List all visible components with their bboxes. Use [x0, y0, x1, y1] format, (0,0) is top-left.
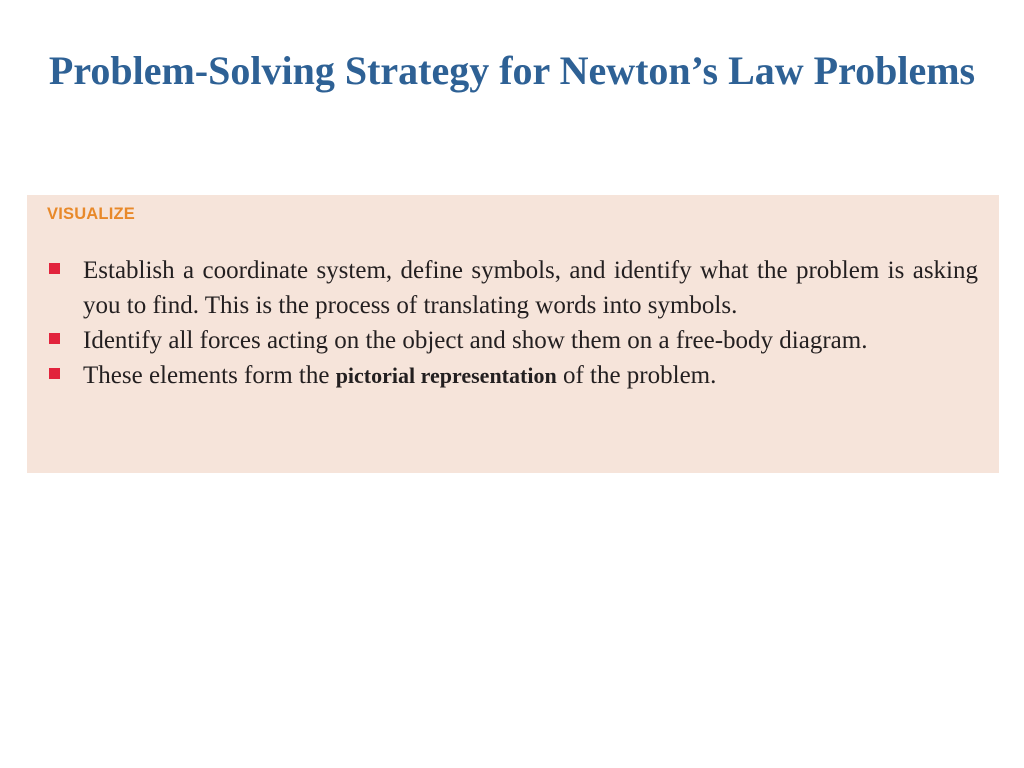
visualize-heading: VISUALIZE: [47, 205, 135, 223]
bullet-text-before: These elements form the: [83, 362, 336, 389]
bullet-item-forces: [47, 323, 978, 358]
bullet-emphasis: pictorial representation: [335, 363, 557, 388]
bullet-list: [47, 253, 978, 393]
bullet-text-after: of the problem.: [556, 362, 717, 389]
bullet-text: Identify all forces acting on the object and show them on a free-body diagram.: [83, 327, 868, 354]
visualize-box: [27, 195, 999, 473]
square-bullet-icon: [49, 263, 60, 274]
slide-title: Problem-Solving Strategy for Newton’s Law Problems: [48, 48, 976, 93]
bullet-text: Establish a coordinate system, define symbols, and identify what the problem is asking you to find. This is the process of translating words into symbols.: [83, 257, 978, 319]
square-bullet-icon: [49, 368, 60, 379]
bullet-item-coordinate-system: [47, 253, 978, 323]
square-bullet-icon: [49, 333, 60, 344]
bullet-item-pictorial: [47, 358, 978, 393]
